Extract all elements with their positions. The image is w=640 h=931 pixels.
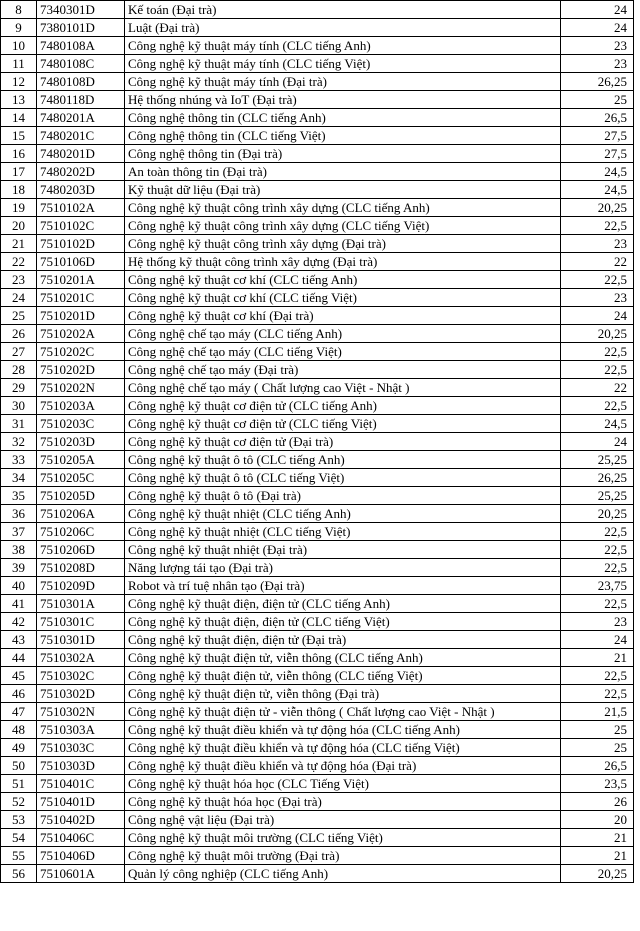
row-major-name: Quản lý công nghiệp (CLC tiếng Anh) [125,865,561,883]
row-major-code: 7480108C [37,55,125,73]
table-row [1,793,634,811]
table-row [1,397,634,415]
row-major-name: Hệ thống kỹ thuật công trình xây dựng (Đại trà) [125,253,561,271]
table-row [1,325,634,343]
row-score: 20 [561,811,634,829]
row-stt: 45 [1,667,37,685]
table-row [1,469,634,487]
row-stt: 35 [1,487,37,505]
row-major-name: Công nghệ vật liệu (Đại trà) [125,811,561,829]
table-row [1,451,634,469]
row-major-code: 7510201D [37,307,125,325]
table-row [1,811,634,829]
row-score: 22 [561,253,634,271]
row-major-code: 7510302D [37,685,125,703]
row-major-code: 7380101D [37,19,125,37]
row-score: 23 [561,37,634,55]
row-major-name: Công nghệ kỹ thuật nhiệt (Đại trà) [125,541,561,559]
row-major-code: 7510203C [37,415,125,433]
row-score: 21,5 [561,703,634,721]
table-row [1,847,634,865]
table-row [1,739,634,757]
row-major-name: Công nghệ kỹ thuật môi trường (CLC tiếng Việt) [125,829,561,847]
row-stt: 27 [1,343,37,361]
table-row [1,253,634,271]
row-major-name: Công nghệ chế tạo máy (Đại trà) [125,361,561,379]
row-stt: 29 [1,379,37,397]
row-stt: 16 [1,145,37,163]
table-row [1,181,634,199]
row-major-name: Công nghệ kỹ thuật cơ khí (Đại trà) [125,307,561,325]
row-major-code: 7480108D [37,73,125,91]
row-score: 20,25 [561,199,634,217]
row-major-name: Công nghệ kỹ thuật điện tử, viễn thông (CLC tiếng Việt) [125,667,561,685]
row-major-code: 7510203D [37,433,125,451]
row-major-code: 7510206D [37,541,125,559]
row-major-name: Công nghệ kỹ thuật ô tô (Đại trà) [125,487,561,505]
row-score: 26,5 [561,109,634,127]
row-major-name: Công nghệ kỹ thuật cơ điện tử (CLC tiếng Anh) [125,397,561,415]
row-major-code: 7510206C [37,523,125,541]
row-stt: 49 [1,739,37,757]
table-row [1,613,634,631]
row-major-name: Công nghệ chế tạo máy (CLC tiếng Anh) [125,325,561,343]
row-major-name: Công nghệ kỹ thuật điện, điện tử (CLC tiếng Việt) [125,613,561,631]
row-stt: 9 [1,19,37,37]
row-stt: 31 [1,415,37,433]
table-row [1,271,634,289]
row-stt: 20 [1,217,37,235]
row-score: 22,5 [561,523,634,541]
row-stt: 8 [1,1,37,19]
row-stt: 48 [1,721,37,739]
row-score: 26,25 [561,469,634,487]
row-stt: 47 [1,703,37,721]
row-major-name: Công nghệ kỹ thuật hóa học (Đại trà) [125,793,561,811]
row-major-code: 7510102A [37,199,125,217]
table-row [1,145,634,163]
row-score: 26 [561,793,634,811]
row-score: 24 [561,19,634,37]
table-row [1,415,634,433]
row-major-code: 7510205A [37,451,125,469]
row-score: 22,5 [561,397,634,415]
row-stt: 39 [1,559,37,577]
row-score: 23 [561,235,634,253]
row-score: 24 [561,631,634,649]
row-major-name: Công nghệ kỹ thuật nhiệt (CLC tiếng Anh) [125,505,561,523]
row-major-code: 7480202D [37,163,125,181]
row-score: 25,25 [561,451,634,469]
row-score: 23,5 [561,775,634,793]
table-row [1,433,634,451]
table-row [1,865,634,883]
row-major-name: Công nghệ kỹ thuật hóa học (CLC Tiếng Việt) [125,775,561,793]
row-score: 24,5 [561,181,634,199]
row-score: 23,75 [561,577,634,595]
table-row [1,721,634,739]
row-stt: 55 [1,847,37,865]
table-row [1,91,634,109]
row-major-name: Công nghệ kỹ thuật ô tô (CLC tiếng Việt) [125,469,561,487]
table-row [1,649,634,667]
row-major-code: 7510302N [37,703,125,721]
row-score: 23 [561,289,634,307]
row-major-name: Công nghệ kỹ thuật điện, điện tử (CLC tiếng Anh) [125,595,561,613]
table-row [1,577,634,595]
row-major-code: 7510401D [37,793,125,811]
row-stt: 18 [1,181,37,199]
row-stt: 24 [1,289,37,307]
row-score: 26,25 [561,73,634,91]
row-major-code: 7340301D [37,1,125,19]
row-score: 22,5 [561,361,634,379]
row-major-name: Công nghệ kỹ thuật cơ khí (CLC tiếng Anh) [125,271,561,289]
row-major-name: Công nghệ thông tin (CLC tiếng Anh) [125,109,561,127]
table-body [1,1,634,883]
row-major-name: Robot và trí tuệ nhân tạo (Đại trà) [125,577,561,595]
row-major-name: Công nghệ kỹ thuật cơ điện tử (CLC tiếng Việt) [125,415,561,433]
table-row [1,109,634,127]
row-stt: 21 [1,235,37,253]
table-row [1,631,634,649]
row-major-code: 7510302C [37,667,125,685]
row-major-name: An toàn thông tin (Đại trà) [125,163,561,181]
row-stt: 44 [1,649,37,667]
row-score: 20,25 [561,865,634,883]
row-major-code: 7480118D [37,91,125,109]
row-major-name: Công nghệ kỹ thuật máy tính (Đại trà) [125,73,561,91]
row-major-name: Công nghệ kỹ thuật máy tính (CLC tiếng Việt) [125,55,561,73]
row-score: 21 [561,829,634,847]
row-score: 22,5 [561,217,634,235]
row-major-name: Công nghệ kỹ thuật công trình xây dựng (CLC tiếng Anh) [125,199,561,217]
row-stt: 56 [1,865,37,883]
row-major-code: 7510106D [37,253,125,271]
row-score: 20,25 [561,325,634,343]
row-stt: 26 [1,325,37,343]
row-stt: 32 [1,433,37,451]
row-score: 24,5 [561,163,634,181]
table-row [1,37,634,55]
row-major-name: Công nghệ thông tin (Đại trà) [125,145,561,163]
row-major-name: Công nghệ kỹ thuật điện, điện tử (Đại trà) [125,631,561,649]
row-major-code: 7480201D [37,145,125,163]
table-row [1,379,634,397]
row-major-code: 7510303D [37,757,125,775]
row-major-name: Công nghệ kỹ thuật điều khiển và tự động hóa (Đại trà) [125,757,561,775]
row-score: 24 [561,1,634,19]
row-score: 27,5 [561,145,634,163]
row-stt: 19 [1,199,37,217]
table-row [1,361,634,379]
row-stt: 11 [1,55,37,73]
row-major-name: Luật (Đại trà) [125,19,561,37]
row-score: 25 [561,91,634,109]
row-major-name: Công nghệ kỹ thuật công trình xây dựng (Đại trà) [125,235,561,253]
table-row [1,703,634,721]
table-row [1,595,634,613]
row-major-code: 7510406D [37,847,125,865]
row-stt: 14 [1,109,37,127]
row-major-name: Công nghệ kỹ thuật điều khiển và tự động hóa (CLC tiếng Anh) [125,721,561,739]
table-row [1,235,634,253]
table-row [1,163,634,181]
row-score: 22,5 [561,559,634,577]
row-score: 26,5 [561,757,634,775]
row-score: 25,25 [561,487,634,505]
row-stt: 22 [1,253,37,271]
row-major-code: 7510202N [37,379,125,397]
row-stt: 28 [1,361,37,379]
row-score: 23 [561,613,634,631]
row-major-name: Công nghệ kỹ thuật môi trường (Đại trà) [125,847,561,865]
row-stt: 30 [1,397,37,415]
row-score: 22,5 [561,343,634,361]
row-stt: 51 [1,775,37,793]
table-row [1,307,634,325]
table-row [1,199,634,217]
row-stt: 10 [1,37,37,55]
row-major-name: Công nghệ chế tạo máy ( Chất lượng cao Việt - Nhật ) [125,379,561,397]
row-score: 22 [561,379,634,397]
row-major-name: Hệ thống nhúng và IoT (Đại trà) [125,91,561,109]
table-row [1,559,634,577]
row-major-code: 7510303A [37,721,125,739]
table-row [1,217,634,235]
row-major-code: 7510102D [37,235,125,253]
row-stt: 42 [1,613,37,631]
row-major-code: 7510202A [37,325,125,343]
row-major-code: 7510201A [37,271,125,289]
row-major-code: 7510401C [37,775,125,793]
row-major-code: 7510406C [37,829,125,847]
row-major-code: 7510301C [37,613,125,631]
row-stt: 50 [1,757,37,775]
row-stt: 36 [1,505,37,523]
row-major-code: 7510201C [37,289,125,307]
row-stt: 13 [1,91,37,109]
row-score: 22,5 [561,595,634,613]
table-row [1,19,634,37]
row-score: 22,5 [561,541,634,559]
table-row [1,829,634,847]
row-stt: 34 [1,469,37,487]
table-row [1,541,634,559]
row-stt: 40 [1,577,37,595]
table-row [1,757,634,775]
row-major-code: 7510209D [37,577,125,595]
row-stt: 46 [1,685,37,703]
row-score: 27,5 [561,127,634,145]
row-major-code: 7510202C [37,343,125,361]
row-major-code: 7480108A [37,37,125,55]
row-major-code: 7510208D [37,559,125,577]
row-major-name: Công nghệ kỹ thuật điện tử - viễn thông ( Chất lượng cao Việt - Nhật ) [125,703,561,721]
row-stt: 53 [1,811,37,829]
table-row [1,775,634,793]
row-major-name: Kỹ thuật dữ liệu (Đại trà) [125,181,561,199]
row-major-code: 7510206A [37,505,125,523]
row-major-code: 7510402D [37,811,125,829]
row-stt: 54 [1,829,37,847]
row-stt: 43 [1,631,37,649]
table-row [1,523,634,541]
row-major-code: 7510202D [37,361,125,379]
row-major-code: 7480201C [37,127,125,145]
row-stt: 23 [1,271,37,289]
row-major-name: Công nghệ kỹ thuật cơ khí (CLC tiếng Việt) [125,289,561,307]
row-stt: 25 [1,307,37,325]
row-major-name: Công nghệ kỹ thuật điện tử, viễn thông (Đại trà) [125,685,561,703]
row-score: 20,25 [561,505,634,523]
table-row [1,127,634,145]
row-stt: 37 [1,523,37,541]
row-major-code: 7510303C [37,739,125,757]
row-score: 22,5 [561,667,634,685]
row-major-name: Công nghệ chế tạo máy (CLC tiếng Việt) [125,343,561,361]
table-row [1,73,634,91]
row-major-name: Kế toán (Đại trà) [125,1,561,19]
row-major-code: 7510301A [37,595,125,613]
row-major-name: Công nghệ kỹ thuật điện tử, viễn thông (CLC tiếng Anh) [125,649,561,667]
row-major-code: 7510203A [37,397,125,415]
table-row [1,289,634,307]
table-row [1,667,634,685]
row-major-code: 7510205C [37,469,125,487]
row-stt: 17 [1,163,37,181]
row-stt: 15 [1,127,37,145]
row-major-name: Công nghệ kỹ thuật nhiệt (CLC tiếng Việt) [125,523,561,541]
row-major-code: 7510102C [37,217,125,235]
row-score: 23 [561,55,634,73]
row-score: 25 [561,721,634,739]
row-major-name: Công nghệ kỹ thuật điều khiển và tự động hóa (CLC tiếng Việt) [125,739,561,757]
table-row [1,487,634,505]
row-major-code: 7510301D [37,631,125,649]
table-row [1,55,634,73]
table-row [1,343,634,361]
row-score: 24,5 [561,415,634,433]
row-score: 22,5 [561,685,634,703]
row-major-name: Công nghệ kỹ thuật ô tô (CLC tiếng Anh) [125,451,561,469]
row-major-code: 7510601A [37,865,125,883]
row-stt: 52 [1,793,37,811]
table-row [1,505,634,523]
row-score: 25 [561,739,634,757]
row-stt: 38 [1,541,37,559]
row-score: 21 [561,649,634,667]
row-major-name: Công nghệ kỹ thuật máy tính (CLC tiếng Anh) [125,37,561,55]
row-score: 24 [561,433,634,451]
row-score: 22,5 [561,271,634,289]
row-major-name: Công nghệ kỹ thuật công trình xây dựng (CLC tiếng Việt) [125,217,561,235]
row-stt: 41 [1,595,37,613]
row-major-name: Công nghệ thông tin (CLC tiếng Việt) [125,127,561,145]
row-major-code: 7480203D [37,181,125,199]
row-stt: 12 [1,73,37,91]
table-row [1,685,634,703]
row-major-name: Năng lượng tái tạo (Đại trà) [125,559,561,577]
row-major-name: Công nghệ kỹ thuật cơ điện tử (Đại trà) [125,433,561,451]
row-stt: 33 [1,451,37,469]
row-major-code: 7510205D [37,487,125,505]
row-score: 24 [561,307,634,325]
table-row [1,1,634,19]
row-major-code: 7510302A [37,649,125,667]
row-major-code: 7480201A [37,109,125,127]
row-score: 21 [561,847,634,865]
